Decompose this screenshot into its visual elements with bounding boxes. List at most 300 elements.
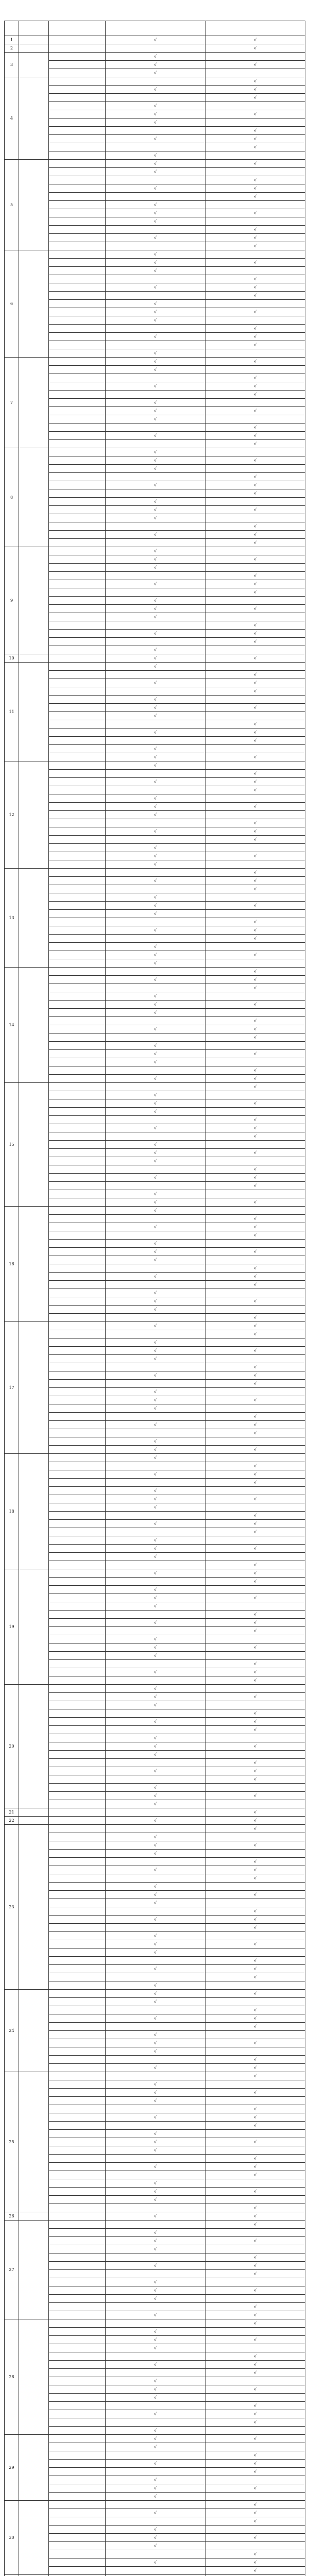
col-b-cell xyxy=(205,2031,305,2039)
table-row xyxy=(5,217,305,226)
name-cell xyxy=(49,1058,106,1066)
table-row xyxy=(5,1594,305,1602)
name-cell xyxy=(49,860,106,869)
col-a-cell xyxy=(106,984,205,992)
col-a-cell: √ xyxy=(106,1569,205,1578)
col-b-cell: √ xyxy=(205,1174,305,1182)
name-cell xyxy=(49,1182,106,1190)
col-a-cell: √ xyxy=(106,1948,205,1957)
col-a-cell: √ xyxy=(106,976,205,984)
name-cell xyxy=(49,2435,106,2443)
col-b-cell xyxy=(205,2427,305,2435)
name-cell xyxy=(49,1734,106,1742)
col-a-cell: √ xyxy=(106,1454,205,1462)
table-row xyxy=(5,2311,305,2319)
province-cell xyxy=(19,1207,49,1322)
col-a-cell xyxy=(106,94,205,102)
col-a-cell: √ xyxy=(106,951,205,959)
table-row xyxy=(5,1289,305,1297)
table-row xyxy=(5,910,305,918)
col-a-cell xyxy=(106,2122,205,2130)
name-cell xyxy=(49,654,106,663)
col-b-cell: √ xyxy=(205,2221,305,2229)
name-cell xyxy=(49,926,106,935)
table-row xyxy=(5,1998,305,2006)
table-row xyxy=(5,572,305,580)
col-b-cell: √ xyxy=(205,1479,305,1487)
table-row xyxy=(5,902,305,910)
col-a-cell: √ xyxy=(106,1355,205,1363)
col-a-cell xyxy=(106,127,205,135)
province-cell xyxy=(19,2072,49,2212)
table-row xyxy=(5,1726,305,1734)
table-body xyxy=(5,36,305,2576)
col-b-cell: √ xyxy=(205,1083,305,1091)
col-b-cell: √ xyxy=(205,1990,305,1998)
row-number: 29 xyxy=(5,2435,19,2501)
col-a-cell: √ xyxy=(106,1536,205,1545)
col-a-cell: √ xyxy=(106,1338,205,1347)
col-a-cell: √ xyxy=(106,1652,205,1660)
col-b-cell: √ xyxy=(205,638,305,646)
name-cell xyxy=(49,2410,106,2418)
table-row xyxy=(5,1470,305,1479)
col-a-cell: √ xyxy=(106,308,205,316)
col-a-cell: √ xyxy=(106,2542,205,2550)
row-number: 25 xyxy=(5,2072,19,2212)
name-cell xyxy=(49,1536,106,1545)
name-cell xyxy=(49,1363,106,1371)
name-cell xyxy=(49,1833,106,1841)
col-b-cell: √ xyxy=(205,1676,305,1685)
table-row xyxy=(5,1685,305,1693)
table-row xyxy=(5,456,305,465)
table-row xyxy=(5,432,305,440)
col-a-cell xyxy=(106,2270,205,2278)
table-row xyxy=(5,275,305,283)
col-a-cell: √ xyxy=(106,1404,205,1413)
name-cell xyxy=(49,2328,106,2336)
col-b-cell: √ xyxy=(205,1545,305,1553)
col-b-cell: √ xyxy=(205,2435,305,2443)
table-row xyxy=(5,489,305,498)
col-b-cell xyxy=(205,514,305,522)
table-row xyxy=(5,2517,305,2526)
col-b-cell: √ xyxy=(205,2105,305,2113)
row-number: 13 xyxy=(5,869,19,968)
province-cell xyxy=(19,1454,49,1569)
col-a-cell: √ xyxy=(106,366,205,374)
table-row xyxy=(5,2361,305,2369)
col-a-cell: √ xyxy=(106,1668,205,1676)
table-row xyxy=(5,1536,305,1545)
col-a-cell: √ xyxy=(106,1899,205,1907)
col-b-cell: √ xyxy=(205,2385,305,2394)
name-cell xyxy=(49,2344,106,2352)
col-b-cell: √ xyxy=(205,877,305,885)
name-cell xyxy=(49,621,106,630)
col-b-cell: √ xyxy=(205,1569,305,1578)
name-cell xyxy=(49,696,106,704)
col-b-cell xyxy=(205,1602,305,1611)
name-cell xyxy=(49,943,106,951)
table-row xyxy=(5,836,305,844)
name-cell xyxy=(49,391,106,399)
col-a-cell xyxy=(106,489,205,498)
col-a-cell xyxy=(106,292,205,300)
col-b-cell xyxy=(205,69,305,77)
name-cell xyxy=(49,1017,106,1025)
name-cell xyxy=(49,2550,106,2558)
name-cell xyxy=(49,753,106,761)
col-b-cell xyxy=(205,250,305,259)
col-a-cell xyxy=(106,1611,205,1619)
table-row xyxy=(5,1058,305,1066)
col-a-cell: √ xyxy=(106,555,205,564)
col-b-cell: √ xyxy=(205,836,305,844)
row-number: 5 xyxy=(5,160,19,250)
table-row xyxy=(5,2006,305,2014)
col-b-cell: √ xyxy=(205,605,305,613)
col-a-cell xyxy=(106,2352,205,2361)
table-row xyxy=(5,1132,305,1141)
table-row xyxy=(5,1734,305,1742)
col-b-cell: √ xyxy=(205,1033,305,1042)
col-a-cell: √ xyxy=(106,1503,205,1512)
col-b-cell: √ xyxy=(205,1594,305,1602)
table-row xyxy=(5,382,305,391)
col-a-cell xyxy=(106,193,205,201)
col-b-cell: √ xyxy=(205,1512,305,1520)
col-b-cell: √ xyxy=(205,110,305,118)
name-cell xyxy=(49,531,106,539)
col-a-cell xyxy=(106,1660,205,1668)
table-row xyxy=(5,1660,305,1668)
table-row xyxy=(5,1437,305,1446)
table-row xyxy=(5,1751,305,1759)
name-cell xyxy=(49,1207,106,1215)
col-a-cell: √ xyxy=(106,168,205,176)
col-b-cell: √ xyxy=(205,621,305,630)
col-a-cell: √ xyxy=(106,2336,205,2344)
col-a-cell: √ xyxy=(106,1256,205,1264)
table-row xyxy=(5,184,305,193)
name-cell xyxy=(49,1495,106,1503)
table-row xyxy=(5,160,305,168)
table-row xyxy=(5,1157,305,1165)
col-a-cell: √ xyxy=(106,2278,205,2286)
name-cell xyxy=(49,1454,106,1462)
col-b-cell: √ xyxy=(205,1858,305,1866)
col-b-cell: √ xyxy=(205,1907,305,1916)
col-a-cell xyxy=(106,2105,205,2113)
table-row xyxy=(5,2410,305,2418)
col-a-cell: √ xyxy=(106,2047,205,2056)
row-number: 9 xyxy=(5,547,19,654)
col-a-cell: √ xyxy=(106,1792,205,1800)
table-row xyxy=(5,1883,305,1891)
table-row xyxy=(5,580,305,588)
province-cell xyxy=(19,2501,49,2575)
table-row xyxy=(5,1635,305,1643)
table-row xyxy=(5,1990,305,1998)
table-row xyxy=(5,605,305,613)
name-cell xyxy=(49,325,106,333)
name-cell xyxy=(49,1726,106,1734)
col-b-cell xyxy=(205,2080,305,2089)
col-a-cell: √ xyxy=(106,399,205,407)
col-b-cell xyxy=(205,663,305,671)
table-row xyxy=(5,646,305,654)
name-cell xyxy=(49,630,106,638)
table-row xyxy=(5,2229,305,2237)
col-a-cell: √ xyxy=(106,811,205,819)
name-cell xyxy=(49,209,106,217)
col-a-cell: √ xyxy=(106,564,205,572)
table-row xyxy=(5,2072,305,2080)
table-row xyxy=(5,852,305,860)
col-b-cell: √ xyxy=(205,539,305,547)
col-b-cell xyxy=(205,2328,305,2336)
col-b-cell xyxy=(205,300,305,308)
col-b-cell: √ xyxy=(205,242,305,250)
col-b-cell xyxy=(205,316,305,325)
name-cell xyxy=(49,2105,106,2113)
row-number: 2 xyxy=(5,44,19,53)
col-b-cell: √ xyxy=(205,1940,305,1948)
col-b-cell: √ xyxy=(205,382,305,391)
name-cell xyxy=(49,778,106,786)
table-row xyxy=(5,1512,305,1520)
name-cell xyxy=(49,1668,106,1676)
name-cell xyxy=(49,1545,106,1553)
table-row xyxy=(5,366,305,374)
name-cell xyxy=(49,2295,106,2303)
col-a-cell: √ xyxy=(106,613,205,621)
table-row xyxy=(5,621,305,630)
col-b-cell: √ xyxy=(205,2138,305,2146)
name-cell xyxy=(49,728,106,737)
table-row xyxy=(5,465,305,473)
col-a-cell: √ xyxy=(106,877,205,885)
col-b-cell xyxy=(205,564,305,572)
name-cell xyxy=(49,473,106,481)
col-a-cell: √ xyxy=(106,1207,205,1215)
name-cell xyxy=(49,349,106,358)
col-b-cell: √ xyxy=(205,2237,305,2245)
col-b-cell: √ xyxy=(205,135,305,143)
row-number: 27 xyxy=(5,2221,19,2319)
col-b-cell xyxy=(205,1058,305,1066)
name-cell xyxy=(49,1512,106,1520)
col-a-cell: √ xyxy=(106,1602,205,1611)
table-row xyxy=(5,968,305,976)
col-a-cell: √ xyxy=(106,333,205,341)
col-b-cell: √ xyxy=(205,2319,305,2328)
col-a-cell xyxy=(106,638,205,646)
col-b-cell xyxy=(205,646,305,654)
col-b-cell: √ xyxy=(205,2361,305,2369)
col-a-cell: √ xyxy=(106,2311,205,2319)
table-row xyxy=(5,976,305,984)
name-cell xyxy=(49,1784,106,1792)
col-b-cell xyxy=(205,597,305,605)
table-row xyxy=(5,1676,305,1685)
name-cell xyxy=(49,316,106,325)
col-b-cell: √ xyxy=(205,2014,305,2023)
col-b-cell: √ xyxy=(205,1273,305,1281)
name-cell xyxy=(49,2253,106,2262)
col-b-cell: √ xyxy=(205,358,305,366)
col-a-cell xyxy=(106,1033,205,1042)
col-a-cell xyxy=(106,621,205,630)
col-b-cell: √ xyxy=(205,976,305,984)
col-b-cell: √ xyxy=(205,902,305,910)
col-a-cell xyxy=(106,968,205,976)
col-b-cell xyxy=(205,1652,305,1660)
table-row xyxy=(5,2286,305,2295)
col-b-cell: √ xyxy=(205,2550,305,2558)
name-cell xyxy=(49,1619,106,1627)
col-b-cell: √ xyxy=(205,2410,305,2418)
name-cell xyxy=(49,2138,106,2146)
col-a-cell: √ xyxy=(106,2460,205,2468)
name-cell xyxy=(49,2155,106,2163)
province-cell xyxy=(19,663,49,761)
name-cell xyxy=(49,489,106,498)
col-b-cell: √ xyxy=(205,1891,305,1899)
name-cell xyxy=(49,2418,106,2427)
name-cell xyxy=(49,1792,106,1800)
col-b-cell: √ xyxy=(205,1264,305,1273)
col-a-cell: √ xyxy=(106,547,205,555)
table-row xyxy=(5,951,305,959)
name-cell xyxy=(49,2311,106,2319)
table-row xyxy=(5,1091,305,1099)
name-cell xyxy=(49,1751,106,1759)
table-row xyxy=(5,1273,305,1281)
col-a-cell: √ xyxy=(106,2237,205,2245)
col-b-cell: √ xyxy=(205,1668,305,1676)
col-b-cell xyxy=(205,53,305,61)
col-a-cell: √ xyxy=(106,531,205,539)
table-row xyxy=(5,1611,305,1619)
col-a-cell: √ xyxy=(106,1883,205,1891)
col-b-cell: √ xyxy=(205,292,305,300)
table-row xyxy=(5,1355,305,1363)
table-row xyxy=(5,2567,305,2575)
col-a-cell xyxy=(106,1907,205,1916)
col-b-cell: √ xyxy=(205,654,305,663)
header-col-b xyxy=(205,21,305,36)
name-cell xyxy=(49,1413,106,1421)
table-row xyxy=(5,926,305,935)
col-a-cell xyxy=(106,2204,205,2212)
col-b-cell: √ xyxy=(205,1182,305,1190)
name-cell xyxy=(49,2097,106,2105)
col-b-cell xyxy=(205,415,305,423)
col-b-cell xyxy=(205,2377,305,2385)
col-b-cell: √ xyxy=(205,918,305,926)
table-row xyxy=(5,77,305,86)
name-cell xyxy=(49,1314,106,1322)
col-a-cell: √ xyxy=(106,1866,205,1874)
col-b-cell: √ xyxy=(205,1808,305,1817)
table-row xyxy=(5,1627,305,1635)
col-a-cell: √ xyxy=(106,663,205,671)
col-a-cell: √ xyxy=(106,1223,205,1231)
col-a-cell xyxy=(106,1066,205,1075)
col-b-cell: √ xyxy=(205,1215,305,1223)
col-b-cell: √ xyxy=(205,1924,305,1932)
col-a-cell xyxy=(106,1083,205,1091)
name-cell xyxy=(49,1479,106,1487)
col-a-cell: √ xyxy=(106,1075,205,1083)
col-b-cell: √ xyxy=(205,1396,305,1404)
col-b-cell: √ xyxy=(205,1371,305,1380)
col-a-cell: √ xyxy=(106,2262,205,2270)
name-cell xyxy=(49,2278,106,2286)
col-b-cell: √ xyxy=(205,1347,305,1355)
table-row xyxy=(5,407,305,415)
col-a-cell: √ xyxy=(106,1297,205,1306)
col-a-cell: √ xyxy=(106,2130,205,2138)
table-row xyxy=(5,654,305,663)
col-a-cell xyxy=(106,2023,205,2031)
name-cell xyxy=(49,514,106,522)
name-cell xyxy=(49,1701,106,1709)
table-row xyxy=(5,1578,305,1586)
name-cell xyxy=(49,110,106,118)
col-a-cell: √ xyxy=(106,1742,205,1751)
name-cell xyxy=(49,679,106,687)
name-cell xyxy=(49,2064,106,2072)
table-row xyxy=(5,2295,305,2303)
name-cell xyxy=(49,976,106,984)
col-a-cell xyxy=(106,770,205,778)
table-row xyxy=(5,696,305,704)
table-row xyxy=(5,522,305,531)
col-b-cell: √ xyxy=(205,2509,305,2517)
col-b-cell xyxy=(205,745,305,753)
table-row xyxy=(5,267,305,275)
name-cell xyxy=(49,1281,106,1289)
col-a-cell: √ xyxy=(106,160,205,168)
name-cell xyxy=(49,2369,106,2377)
name-cell xyxy=(49,498,106,506)
province-cell xyxy=(19,1817,49,1825)
table-row xyxy=(5,234,305,242)
col-a-cell xyxy=(106,2171,205,2179)
name-cell xyxy=(49,1602,106,1611)
table-row xyxy=(5,819,305,827)
name-cell xyxy=(49,2377,106,2385)
row-number: 11 xyxy=(5,663,19,761)
col-a-cell: √ xyxy=(106,1487,205,1495)
name-cell xyxy=(49,1322,106,1330)
name-cell xyxy=(49,1767,106,1775)
table-row xyxy=(5,1306,305,1314)
col-b-cell: √ xyxy=(205,176,305,184)
col-a-cell: √ xyxy=(106,300,205,308)
name-cell xyxy=(49,2361,106,2369)
table-row xyxy=(5,679,305,687)
col-a-cell: √ xyxy=(106,1198,205,1207)
col-a-cell xyxy=(106,325,205,333)
name-cell xyxy=(49,407,106,415)
col-a-cell: √ xyxy=(106,827,205,836)
col-a-cell xyxy=(106,2402,205,2410)
